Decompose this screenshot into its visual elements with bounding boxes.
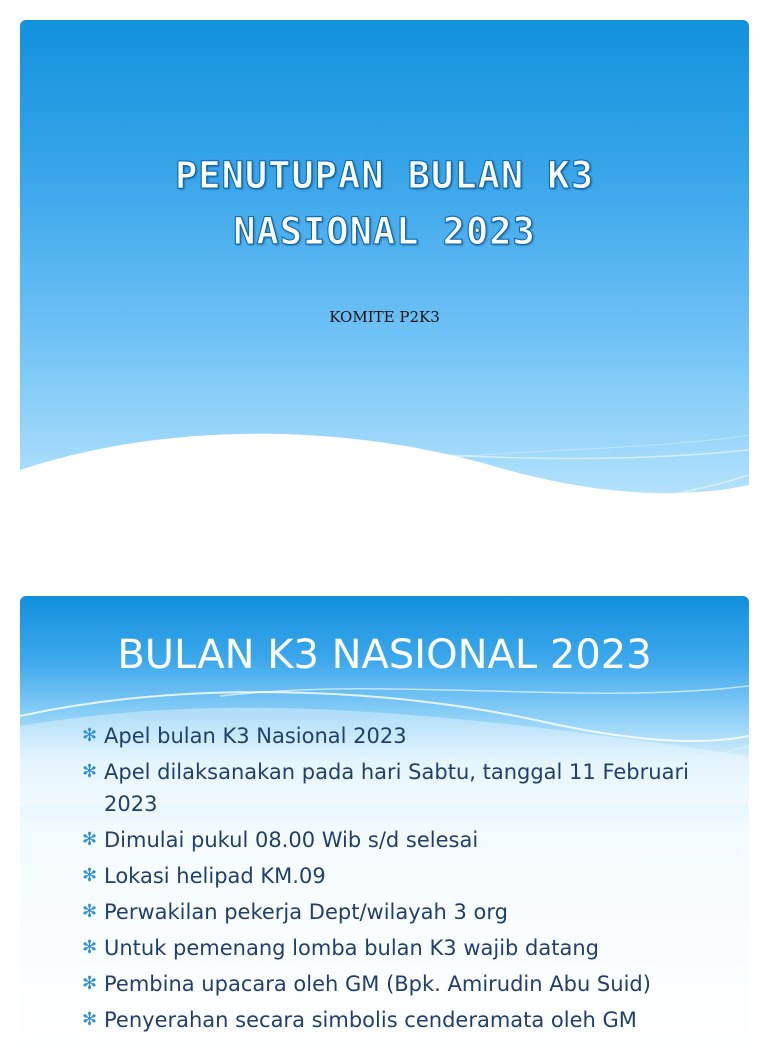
asterisk-bullet-icon: ✻ bbox=[82, 725, 98, 746]
title-line-1: PENUTUPAN BULAN K3 bbox=[175, 154, 594, 197]
list-item bbox=[82, 968, 709, 1000]
slide-subtitle: KOMITE P2K3 bbox=[329, 308, 440, 326]
title-line-2: NASIONAL 2023 bbox=[233, 210, 536, 253]
list-item bbox=[82, 756, 709, 820]
list-item-text: Pembina upacara oleh GM (Bpk. Amirudin Abu Suid) bbox=[104, 972, 651, 996]
list-item-text: Dimulai pukul 08.00 Wib s/d selesai bbox=[104, 828, 479, 852]
asterisk-bullet-icon: ✻ bbox=[82, 829, 98, 850]
slide-title: BULAN K3 NASIONAL 2023 bbox=[117, 632, 652, 678]
list-item-text: Perwakilan pekerja Dept/wilayah 3 org bbox=[104, 900, 508, 924]
list-item bbox=[82, 932, 709, 964]
asterisk-bullet-icon: ✻ bbox=[82, 901, 98, 922]
wave-decoration bbox=[20, 415, 749, 547]
content-slide bbox=[20, 596, 749, 1056]
list-item-text: Apel bulan K3 Nasional 2023 bbox=[104, 724, 407, 748]
list-item bbox=[82, 1004, 709, 1036]
list-item-text: Lokasi helipad KM.09 bbox=[104, 864, 326, 888]
list-item bbox=[82, 824, 709, 856]
asterisk-bullet-icon: ✻ bbox=[82, 865, 98, 886]
bullet-list bbox=[82, 720, 709, 1040]
slide-title bbox=[20, 148, 749, 260]
list-item-text: Penyerahan secara simbolis cenderamata oleh GM bbox=[104, 1008, 637, 1032]
asterisk-bullet-icon: ✻ bbox=[82, 973, 98, 994]
title-slide bbox=[20, 20, 749, 547]
asterisk-bullet-icon: ✻ bbox=[82, 761, 98, 782]
asterisk-bullet-icon: ✻ bbox=[82, 937, 98, 958]
list-item bbox=[82, 860, 709, 892]
list-item bbox=[82, 896, 709, 928]
list-item-text: Apel dilaksanakan pada hari Sabtu, tanggal 11 Februari 2023 bbox=[104, 760, 689, 816]
asterisk-bullet-icon: ✻ bbox=[82, 1009, 98, 1030]
list-item-text: Untuk pemenang lomba bulan K3 wajib datang bbox=[104, 936, 599, 960]
list-item bbox=[82, 720, 709, 752]
